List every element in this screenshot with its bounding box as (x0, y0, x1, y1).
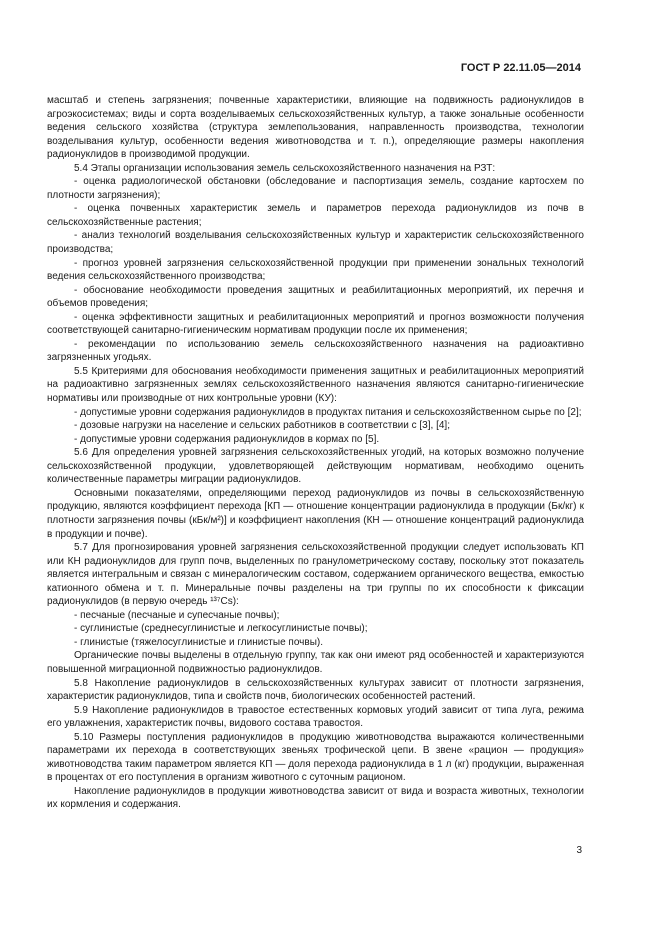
paragraph: - оценка радиологической обстановки (обследование и паспортизация земель, создание картосхем по плотности загрязнения); (47, 176, 584, 201)
paragraph: 5.7 Для прогнозирования уровней загрязнения сельскохозяйственной продукции следует использовать КП или КН радионуклидов для групп почв, выделенных по гранулометрическому составу, поскольку этот показатель является интегральным и связан с минералогическим составом, содержанием органического вещества, емкостью катионного обмена и т. п. Минеральные почвы разделены на три группы по их способности к фиксации радионуклидов (в первую очередь ¹³⁷Cs): (47, 542, 584, 608)
paragraph: - песчаные (песчаные и супесчаные почвы); (74, 609, 280, 621)
paragraph: 5.5 Критериями для обоснования необходимости применения защитных и реабилитационных мероприятий на радиоактивно загрязненных землях сельскохозяйственного назначения являются санитарно-гигиенические нормативы или производные от них контрольные уровни (КУ): (47, 365, 584, 405)
page-number: 3 (576, 845, 582, 856)
paragraph: 5.6 Для определения уровней загрязнения сельскохозяйственных угодий, на которых возможно получение сельскохозяйственной продукции, удовлетворяющей действующим нормативам, необходимо оценить количественные параметры миграции радионуклидов. (47, 447, 584, 486)
paragraph: - допустимые уровни содержания радионуклидов в продуктах питания и сельскохозяйственном сырье по [2]; (74, 406, 582, 418)
paragraph: 5.8 Накопление радионуклидов в сельскохозяйственных культурах зависит от плотности загрязнения, характеристик радионуклидов, типа и свойств почв, биологических особенностей растений. (47, 677, 584, 703)
paragraph: Накопление радионуклидов в продукции животноводства зависит от вида и возраста животных, технологии их кормления и содержания. (47, 785, 584, 811)
paragraph: - глинистые (тяжелосуглинистые и глинистые почвы). (74, 636, 323, 648)
paragraph: - рекомендации по использованию земель сельскохозяйственного назначения на радиоактивно загрязненных угодьях. (47, 338, 584, 364)
paragraph: 5.4 Этапы организации использования земель сельскохозяйственного назначения на РЗТ: (74, 162, 496, 174)
document-body (47, 94, 584, 812)
paragraph: Основными показателями, определяющими переход радионуклидов из почвы в сельскохозяйственную продукцию, являются коэффициент перехода [КП — отношение концентрации радионуклида в продукции (Бк/кг) к плотности загрязнения почвы (кБк/м²)] и коэффициент накопления (КН — отношение концентраций радионуклида в продукции и почве). (47, 487, 584, 540)
paragraph: масштаб и степень загрязнения; почвенные характеристики, влияющие на подвижность радионуклидов в агроэкосистемах; виды и сорта возделываемых сельскохозяйственных культур, а также зональные особенности ведения сельского хозяйства (структура землепользования, направленность производства, технологии возделывания культур, особенности ведения животноводства и т. п.), определяющие размеры накопления радионуклидов в производимой продукции. (47, 95, 584, 161)
paragraph: 5.9 Накопление радионуклидов в травостое естественных кормовых угодий зависит от типа луга, режима его увлажнения, характеристик почвы, видового состава травостоя. (47, 704, 584, 730)
paragraph: - допустимые уровни содержания радионуклидов в кормах по [5]. (74, 433, 380, 445)
paragraph: Органические почвы выделены в отдельную группу, так как они имеют ряд особенностей и характеризуются повышенной миграционной подвижностью радионуклидов. (47, 650, 584, 675)
paragraph: - анализ технологий возделывания сельскохозяйственных культур и характеристик сельскохозяйственного производства; (47, 230, 584, 256)
paragraph: - прогноз уровней загрязнения сельскохозяйственной продукции при применении зональных технологий ведения сельскохозяйственного производства; (47, 257, 584, 283)
paragraph: - оценка почвенных характеристик земель и параметров перехода радионуклидов из почв в сельскохозяйственные растения; (47, 203, 584, 228)
paragraph: - дозовые нагрузки на население и сельских работников в соответствии с [3], [4]; (74, 420, 450, 432)
paragraph: - оценка эффективности защитных и реабилитационных мероприятий и прогноз возможности получения соответствующей санитарно-гигиеническим нормативам продукции после их применения; (47, 311, 584, 337)
paragraph: - обоснование необходимости проведения защитных и реабилитационных мероприятий, их перечня и объемов проведения; (47, 284, 584, 310)
paragraph: - суглинистые (среднесуглинистые и легкосуглинистые почвы); (74, 623, 368, 635)
paragraph: 5.10 Размеры поступления радионуклидов в продукцию животноводства выражаются количественными параметрами их перехода в соответствующих звеньях трофической цепи. В звене «рацион — продукция» животноводства таким параметром является КП — доля перехода радионуклида в 1 л (кг) продукции, выраженная в процентах от его поступления в организм животного с суточным рационом. (47, 731, 584, 784)
document-code: ГОСТ Р 22.11.05—2014 (460, 62, 581, 74)
